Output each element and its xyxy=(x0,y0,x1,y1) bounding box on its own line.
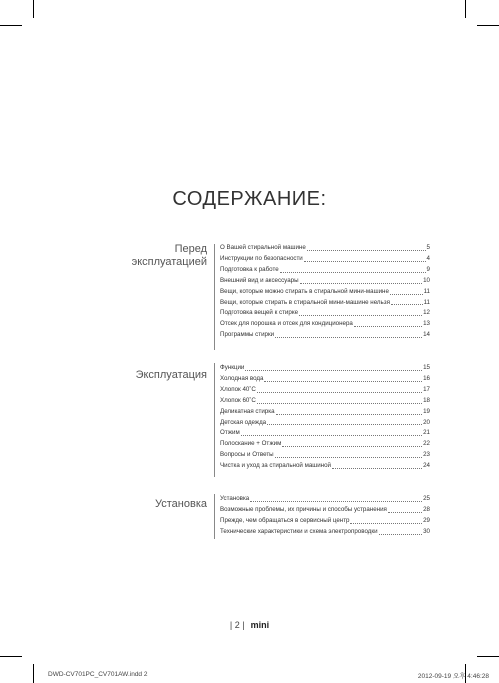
toc-item[interactable] xyxy=(220,287,430,298)
toc-item[interactable] xyxy=(220,396,430,407)
toc-item-page: 25 xyxy=(423,495,430,502)
toc-item-title: Детская одежда xyxy=(220,418,267,426)
toc-item-title: Возможные проблемы, их причины и способы устранения xyxy=(220,505,387,513)
toc-item-title: Чистка и уход за стиральной машиной xyxy=(220,462,332,470)
toc-item[interactable] xyxy=(220,308,430,319)
section-label-line: Установка xyxy=(155,498,207,510)
section-label-line: эксплуатацией xyxy=(131,256,207,268)
crop-mark xyxy=(477,656,499,657)
leader-dots xyxy=(280,265,426,273)
toc-item-title: Установка xyxy=(220,495,250,502)
toc-item-page: 9 xyxy=(426,265,430,273)
section-label-installation xyxy=(155,498,207,511)
page-number: | 2 | xyxy=(229,620,245,630)
toc-item-page: 10 xyxy=(423,276,430,284)
toc-item-title: Отсек для порошка и отсек для кондиционера xyxy=(220,320,353,328)
toc-item-title: Хлопок 40˚C xyxy=(220,385,256,393)
toc-item-page: 18 xyxy=(423,396,430,404)
leader-dots xyxy=(257,396,422,404)
toc-item-page: 16 xyxy=(423,374,430,382)
toc-item-page: 23 xyxy=(423,451,430,459)
leader-dots xyxy=(241,428,422,436)
toc-item-page: 15 xyxy=(423,364,430,371)
print-slug-file: DWD-CV701PC_CV701AW.indd 2 xyxy=(48,671,148,678)
toc-item-page: 22 xyxy=(423,440,430,448)
page-title: СОДЕРЖАНИЕ: xyxy=(172,188,327,210)
leader-dots xyxy=(276,407,423,415)
toc-item-title: Инструкции по безопасности xyxy=(220,254,303,262)
leader-dots xyxy=(282,439,422,447)
toc-item[interactable] xyxy=(220,527,430,538)
section-label-operation xyxy=(136,369,207,382)
toc-item[interactable] xyxy=(220,407,430,418)
toc-item[interactable] xyxy=(220,254,430,265)
crop-mark xyxy=(0,25,22,26)
toc-list-operation xyxy=(220,363,430,472)
toc-item-page: 28 xyxy=(423,505,430,513)
toc-item-title: Холодная вода xyxy=(220,374,264,382)
toc-item-page: 5 xyxy=(426,244,430,251)
toc-item-title: Подготовка вещей к стирке xyxy=(220,309,299,317)
toc-item-page: 21 xyxy=(423,429,430,437)
leader-dots xyxy=(245,363,422,371)
toc-item[interactable] xyxy=(220,363,430,374)
leader-dots xyxy=(275,330,422,338)
print-slug-datetime: 2012-09-19 오후 4:46:28 xyxy=(417,673,489,680)
toc-item-page: 20 xyxy=(423,418,430,426)
toc-item[interactable] xyxy=(220,428,430,439)
toc-item-page: 24 xyxy=(423,462,430,470)
leader-dots xyxy=(307,243,426,251)
leader-dots xyxy=(388,505,422,513)
crop-mark xyxy=(0,656,22,657)
toc-item[interactable] xyxy=(220,418,430,429)
toc-item-page: 13 xyxy=(423,320,430,328)
toc-item-title: Вещи, которые можно стирать в стиральной мини-машине xyxy=(220,287,389,295)
toc-item[interactable] xyxy=(220,516,430,527)
toc-item-page: 30 xyxy=(423,527,430,535)
toc-item-page: 17 xyxy=(423,385,430,393)
leader-dots xyxy=(304,254,426,262)
leader-dots xyxy=(332,461,422,469)
toc-item-title: Подготовка к работе xyxy=(220,265,279,273)
toc-item-title: Полоскание + Отжим xyxy=(220,440,282,448)
toc-item-title: О Вашей стиральной машине xyxy=(220,244,306,251)
toc-item[interactable] xyxy=(220,505,430,516)
toc-item-page: 11 xyxy=(423,298,430,306)
crop-mark xyxy=(33,664,34,683)
crop-mark xyxy=(465,0,466,18)
leader-dots xyxy=(267,418,422,426)
leader-dots xyxy=(257,385,422,393)
section-divider xyxy=(214,244,215,350)
toc-item[interactable] xyxy=(220,243,430,254)
leader-dots xyxy=(379,527,423,535)
toc-item[interactable] xyxy=(220,461,430,472)
leader-dots xyxy=(299,308,422,316)
toc-item-page: 19 xyxy=(423,407,430,415)
toc-item-page: 11 xyxy=(423,287,430,295)
leader-dots xyxy=(250,494,422,502)
section-label-line: Эксплуатация xyxy=(135,369,207,381)
toc-item[interactable] xyxy=(220,265,430,276)
toc-item-page: 4 xyxy=(426,254,430,262)
toc-item[interactable] xyxy=(220,330,430,341)
toc-item[interactable] xyxy=(220,450,430,461)
leader-dots xyxy=(390,287,423,295)
leader-dots xyxy=(350,516,422,524)
section-divider xyxy=(214,363,215,477)
leader-dots xyxy=(275,450,422,458)
toc-item[interactable] xyxy=(220,319,430,330)
toc-item-title: Программы стирки xyxy=(220,331,275,339)
leader-dots xyxy=(300,276,423,284)
leader-dots xyxy=(391,298,423,306)
toc-list-before-use xyxy=(220,243,430,341)
toc-item-title: Деликатная стирка xyxy=(220,407,275,415)
toc-item-title: Технические характеристики и схема электропроводки xyxy=(220,527,378,535)
leader-dots xyxy=(264,374,422,382)
section-label-line: Перед xyxy=(174,243,207,255)
toc-item-title: Прежде, чем обращаться в сервисный центр xyxy=(220,516,350,524)
toc-item[interactable] xyxy=(220,298,430,309)
toc-item-page: 12 xyxy=(423,309,430,317)
toc-item-page: 29 xyxy=(423,516,430,524)
toc-item[interactable] xyxy=(220,494,430,505)
toc-item[interactable] xyxy=(220,374,430,385)
crop-mark xyxy=(477,25,499,26)
toc-item-title: Вопросы и Ответы xyxy=(220,451,274,459)
page-footer xyxy=(0,620,499,630)
toc-item[interactable] xyxy=(220,276,430,287)
toc-list-installation xyxy=(220,494,430,538)
section-label-before-use xyxy=(132,243,207,269)
brand-label: mini xyxy=(250,620,270,630)
toc-item-title: Вещи, которые стирать в стиральной мини-машине нельзя xyxy=(220,298,390,306)
toc-item-title: Функции xyxy=(220,364,245,371)
toc-item-title: Внешний вид и аксессуары xyxy=(220,276,299,284)
toc-item[interactable] xyxy=(220,439,430,450)
toc-item[interactable] xyxy=(220,385,430,396)
crop-mark xyxy=(33,0,34,18)
leader-dots xyxy=(354,319,422,327)
toc-item-page: 14 xyxy=(423,331,430,339)
section-divider xyxy=(214,494,215,539)
toc-item-title: Хлопок 60˚C xyxy=(220,396,256,404)
toc-item-title: Отжим xyxy=(220,429,240,437)
